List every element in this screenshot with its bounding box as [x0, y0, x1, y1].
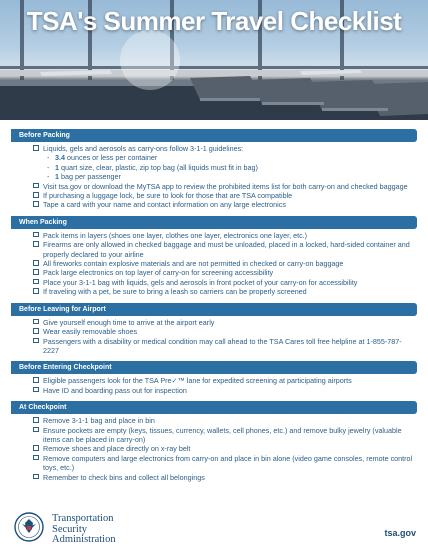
checklist-item — [33, 444, 417, 453]
checklist-item — [33, 144, 417, 182]
checkbox-icon[interactable] — [33, 377, 39, 383]
checkbox-icon[interactable] — [33, 288, 39, 294]
hero-image — [0, 0, 428, 120]
sub-list — [43, 153, 417, 181]
section-heading: At Checkpoint — [11, 401, 417, 414]
sub-item — [47, 172, 417, 181]
sub-item-quantity: 1 — [55, 162, 59, 172]
item-text: Firearms are only allowed in checked baggage and must be unloaded, placed in a locked, hard-sided container and properly declared to your airline — [43, 240, 410, 259]
checkbox-icon[interactable] — [33, 455, 39, 461]
checklist-item — [33, 240, 417, 259]
checklist-item — [33, 191, 417, 200]
checkbox-icon[interactable] — [33, 279, 39, 285]
agency-name — [52, 514, 116, 546]
checkbox-icon[interactable] — [33, 427, 39, 433]
checklist-item — [33, 327, 417, 336]
agency-line-3: Administration — [52, 534, 116, 545]
sub-item-text: ounces or less per container — [65, 153, 158, 163]
item-text: All fireworks contain explosive materials and are not permitted in checked or carry-on baggage — [43, 259, 344, 269]
item-text: If traveling with a pet, be sure to bring a leash so carriers can be properly screened — [43, 287, 307, 297]
checkbox-icon[interactable] — [33, 260, 39, 266]
dhs-seal-icon — [14, 512, 44, 542]
checkbox-icon[interactable] — [33, 241, 39, 247]
checklist-item — [33, 259, 417, 268]
checkbox-icon[interactable] — [33, 387, 39, 393]
section-heading: Before Leaving for Airport — [11, 303, 417, 316]
item-text: Give yourself enough time to arrive at the airport early — [43, 317, 215, 327]
checklist — [11, 126, 417, 482]
checkbox-icon[interactable] — [33, 183, 39, 189]
item-text: Have ID and boarding pass out for inspection — [43, 385, 187, 395]
item-text: Liquids, gels and aerosols as carry-ons follow 3-1-1 guidelines: — [43, 144, 244, 153]
checklist-item — [33, 268, 417, 277]
sub-item — [47, 153, 417, 162]
checklist-items — [11, 318, 417, 356]
checklist-items — [11, 416, 417, 482]
section-at-checkpoint — [11, 401, 417, 482]
item-text: Visit tsa.gov or download the MyTSA app to review the prohibited items list for both carry-on and checked baggage — [43, 181, 408, 191]
checkbox-icon[interactable] — [33, 232, 39, 238]
checklist-item — [33, 287, 417, 296]
checklist-item — [33, 416, 417, 425]
checklist-items — [11, 376, 417, 395]
checklist-items — [11, 231, 417, 297]
checklist-item — [33, 318, 417, 327]
checklist-item — [33, 231, 417, 240]
checkbox-icon[interactable] — [33, 445, 39, 451]
checklist-item — [33, 473, 417, 482]
agency-line-1: Transportation — [52, 513, 114, 524]
website-link[interactable]: tsa.gov — [384, 528, 416, 538]
item-text: Remove 3-1-1 bag and place in bin — [43, 416, 155, 426]
section-before-packing — [11, 129, 417, 210]
checklist-item — [33, 376, 417, 385]
checkbox-icon[interactable] — [33, 201, 39, 207]
checkbox-icon[interactable] — [33, 417, 39, 423]
agency-line-2: Security — [52, 523, 87, 535]
section-when-packing — [11, 216, 417, 297]
sub-item — [47, 163, 417, 172]
page-title: TSA's Summer Travel Checklist — [26, 6, 402, 36]
sub-item-quantity: 1 — [55, 172, 59, 182]
sub-item-quantity: 3.4 — [55, 153, 65, 163]
checklist-item — [33, 454, 417, 473]
checkbox-icon[interactable] — [33, 319, 39, 325]
item-text: Place your 3-1-1 bag with liquids, gels and aerosols in front pocket of your carry-on for accessibility — [43, 277, 358, 287]
item-text: Remember to check bins and collect all belongings — [43, 472, 205, 482]
checkbox-icon[interactable] — [33, 338, 39, 344]
checklist-item — [33, 182, 417, 191]
item-text: Ensure pockets are empty (keys, tissues, currency, wallets, cell phones, etc.) and remove bulky jewelry (valuable items can be placed in carry-on) — [43, 425, 402, 444]
checklist-item — [33, 337, 417, 356]
checkbox-icon[interactable] — [33, 474, 39, 480]
checklist-items — [11, 144, 417, 210]
item-text: If purchasing a luggage lock, be sure to look for those that are TSA compatible — [43, 191, 293, 201]
checkbox-icon[interactable] — [33, 269, 39, 275]
section-heading: Before Entering Checkpoint — [11, 361, 417, 374]
section-before-entering-checkpoint — [11, 361, 417, 395]
item-text: Remove shoes and place directly on x-ray belt — [43, 444, 191, 454]
checklist-item — [33, 386, 417, 395]
item-text: Passengers with a disability or medical condition may call ahead to the TSA Cares toll free helpline at 1-855-787-2227 — [43, 336, 402, 355]
item-text: Remove computers and large electronics from carry-on and place in bin alone (video game consoles, remote control toys, etc.) — [43, 453, 413, 473]
section-heading: Before Packing — [11, 129, 417, 142]
checklist-item — [33, 278, 417, 287]
section-before-leaving-for-airport — [11, 303, 417, 356]
checkbox-icon[interactable] — [33, 145, 39, 151]
item-text: Wear easily removable shoes — [43, 327, 138, 337]
sub-item-text: quart size, clear, plastic, zip top bag (all liquids must fit in bag) — [59, 162, 258, 172]
item-text: Tape a card with your name and contact information on any large electronics — [43, 200, 286, 210]
section-heading: When Packing — [11, 216, 417, 229]
checklist-item — [33, 200, 417, 209]
checkbox-icon[interactable] — [33, 328, 39, 334]
sub-item-text: bag per passenger — [59, 172, 121, 182]
item-text: Pack large electronics on top layer of carry-on for screening accessibility — [43, 268, 274, 278]
item-text: Pack items in layers (shoes one layer, clothes one layer, electronics one layer, etc.) — [43, 230, 308, 240]
checkbox-icon[interactable] — [33, 192, 39, 198]
item-text: Eligible passengers look for the TSA Pre✓™ lane for expedited screening at participating airports — [43, 376, 352, 386]
checklist-item — [33, 426, 417, 445]
